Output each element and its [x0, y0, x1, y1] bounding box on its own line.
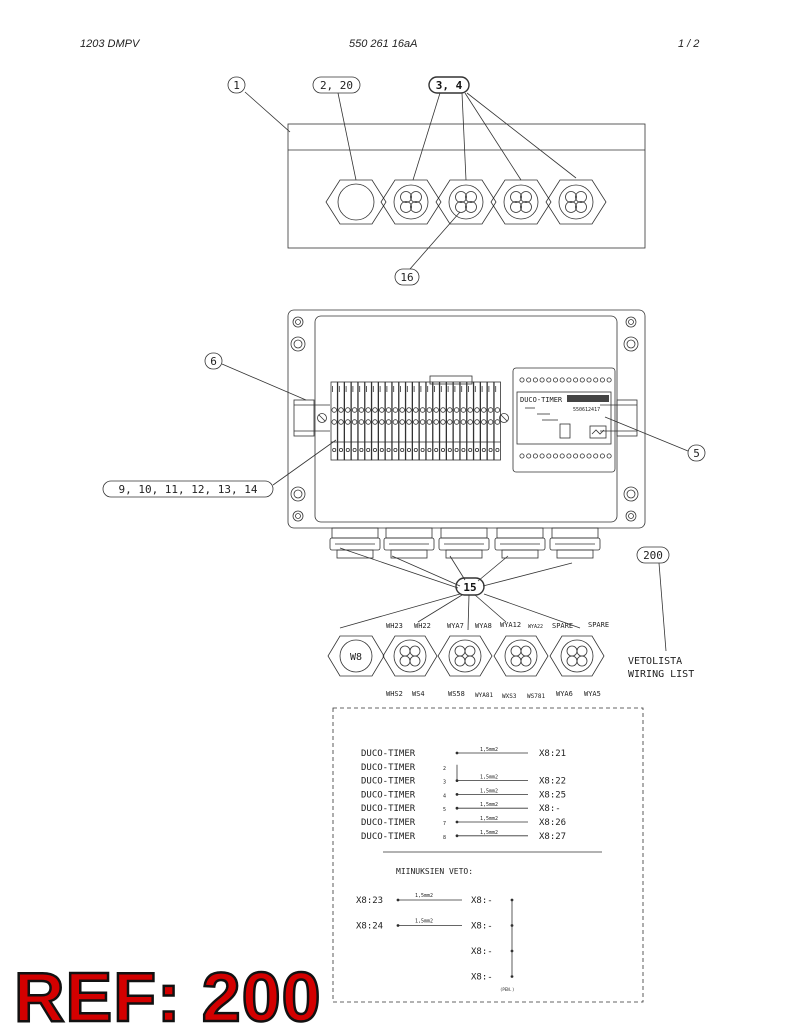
svg-text:3, 4: 3, 4: [435, 79, 463, 92]
jumper-destination: X8:-: [471, 972, 493, 983]
wire-size: 1,5mm2: [480, 747, 499, 753]
terminal: [365, 382, 371, 460]
terminal: [447, 382, 453, 460]
enclosure-top-view: [288, 124, 645, 248]
timer-pin: [527, 454, 531, 458]
terminal: [487, 382, 493, 460]
wire-size: 1,5mm2: [480, 788, 499, 795]
timer-pin: [574, 378, 578, 382]
terminal: [406, 382, 412, 460]
timer-pin: [587, 454, 591, 458]
din-rail: [294, 400, 637, 436]
wire-pin: 4: [443, 793, 447, 800]
mounting-holes: [291, 317, 638, 521]
timer-pin: [533, 454, 537, 458]
callout-15: [340, 548, 580, 630]
wire-pin: 5: [443, 807, 447, 814]
wire-destination: X8:25: [539, 790, 567, 801]
timer-pin: [594, 378, 598, 382]
svg-text:15: 15: [463, 581, 477, 594]
timer-pin: [580, 454, 584, 458]
cable-gland: [550, 636, 604, 676]
timer-pin: [553, 378, 557, 382]
gland-label: WYA7: [447, 622, 464, 630]
callout-5: [605, 417, 705, 461]
svg-text:2, 20: 2, 20: [319, 79, 354, 92]
callout-2-20: [313, 77, 360, 180]
wire-source: DUCO-TIMER: [361, 762, 416, 773]
gland-label: WYA5: [584, 690, 601, 698]
timer-pin: [567, 378, 571, 382]
model-name: 1203 DMPV: [80, 38, 140, 50]
terminal: [419, 382, 425, 460]
jumper-destination: X8:-: [471, 947, 493, 957]
document-number: 550 261 16aA: [349, 38, 418, 50]
wiring-list-box: [333, 708, 643, 1002]
wire-source: DUCO-TIMER: [361, 790, 416, 801]
wire-pin: 8: [443, 834, 447, 841]
terminal: [372, 382, 378, 460]
terminal: [379, 382, 385, 460]
wire-size: 1,5mm2: [480, 802, 499, 809]
cable-gland-top-2: [436, 180, 496, 224]
terminal-block-x8: [331, 382, 501, 460]
timer-pin: [607, 454, 611, 458]
front-gland: [439, 528, 489, 558]
timer-pin: [527, 378, 531, 382]
wiring-row: [361, 802, 561, 814]
front-gland: [550, 528, 600, 558]
pen-note: (PEN.): [500, 987, 515, 992]
jumper-source: X8:23: [356, 896, 384, 906]
svg-text:WIRING LIST: WIRING LIST: [628, 669, 695, 680]
terminal: [433, 382, 439, 460]
timer-pin: [607, 378, 611, 382]
gland-label: WHS2: [386, 690, 403, 698]
timer-pin: [594, 454, 598, 458]
gland-label-bottom-row: [386, 690, 601, 700]
wiring-row: [361, 830, 566, 842]
wire-source: DUCO-TIMER: [361, 818, 416, 828]
terminal: [453, 382, 459, 460]
svg-text:6: 6: [210, 355, 217, 368]
timer-pin: [553, 454, 557, 458]
gland-label: WH23: [386, 622, 403, 630]
gland-label: WYA22: [528, 624, 544, 630]
terminal: [399, 382, 405, 460]
timer-pin: [533, 378, 537, 382]
wire-pin: 2: [443, 765, 447, 772]
wire-source: DUCO-TIMER: [361, 804, 416, 815]
blank-gland: [326, 180, 386, 224]
wire-source: DUCO-TIMER: [361, 749, 416, 759]
timer-pin: [540, 378, 544, 382]
timer-pin: [520, 454, 524, 458]
terminal: [426, 382, 432, 460]
terminal: [494, 382, 500, 460]
terminal: [392, 382, 398, 460]
cable-gland-top-1: [381, 180, 441, 224]
wire-pin: 3: [443, 779, 447, 786]
reference-stamp: REF: 200: [14, 958, 322, 1036]
jumper-section-title: MIINUKSIEN VETO:: [396, 867, 474, 876]
wire-size: 1,5mm2: [480, 829, 499, 836]
timer-pin: [574, 454, 578, 458]
wiring-row: [361, 788, 566, 800]
wire-destination: X8:21: [539, 749, 567, 759]
gland-label: SPARE: [552, 622, 574, 630]
wire-pin: 7: [443, 821, 447, 827]
wire-source: DUCO-TIMER: [361, 776, 416, 787]
terminal: [474, 382, 480, 460]
timer-brand-logo: [567, 395, 609, 402]
jumper-row: [356, 893, 513, 906]
wiring-row: [361, 816, 566, 828]
front-view-glands: [330, 528, 600, 558]
gland-label: WXS3: [502, 693, 517, 700]
gland-label-row: [328, 621, 609, 700]
gland-label: WH22: [414, 622, 431, 630]
wiring-list-title: [628, 656, 694, 680]
timer-pin: [600, 454, 604, 458]
front-gland: [384, 528, 434, 558]
terminal: [440, 382, 446, 460]
gland-label: WS781: [527, 693, 546, 700]
timer-pin: [547, 378, 551, 382]
timer-pin: [560, 378, 564, 382]
timer-pins-top: [520, 378, 611, 382]
terminal: [481, 382, 487, 460]
timer-pin: [547, 454, 551, 458]
svg-text:16: 16: [400, 271, 414, 284]
jumper-rows: [356, 893, 513, 983]
timer-pin: [560, 454, 564, 458]
timer-pin: [540, 454, 544, 458]
jumper-row: [471, 973, 513, 983]
terminal: [345, 382, 351, 460]
svg-text:5: 5: [693, 447, 700, 460]
jumper-destination: X8:-: [471, 896, 493, 906]
wiring-row: [361, 747, 566, 759]
callout-200: [637, 547, 669, 651]
svg-text:9, 10, 11, 12, 13, 14: 9, 10, 11, 12, 13, 14: [118, 483, 258, 496]
gland-label: WYA81: [475, 692, 494, 699]
wire-destination: X8:-: [539, 804, 561, 815]
callout-1: [228, 77, 290, 132]
cable-gland: [438, 636, 492, 676]
gland-label: WYA12: [500, 621, 522, 629]
wire-destination: X8:26: [539, 818, 567, 828]
timer-pin: [520, 378, 524, 382]
terminal: [385, 382, 391, 460]
gland-label: WS58: [448, 690, 465, 698]
gland-label: WYA8: [475, 622, 492, 630]
gland-label: SPARE: [588, 621, 610, 629]
cable-gland: [383, 636, 437, 676]
terminal: [467, 382, 473, 460]
svg-text:1: 1: [233, 79, 240, 92]
page-number: 1 / 2: [678, 38, 700, 50]
terminal: [331, 382, 337, 460]
wiring-rows: [361, 747, 566, 842]
wire-destination: X8:22: [539, 776, 567, 787]
enclosure-front-view: [288, 310, 645, 528]
timer-pin: [567, 454, 571, 458]
terminal: [338, 382, 344, 460]
terminal: [460, 382, 466, 460]
timer-pin: [580, 378, 584, 382]
svg-text:W8: W8: [349, 652, 363, 663]
callout-9-14: [103, 440, 336, 497]
timer-pin: [600, 378, 604, 382]
jumper-row: [471, 947, 513, 957]
timer-part-number: 550612417: [573, 407, 601, 413]
gland-label: WS4: [412, 690, 425, 698]
wire-size: 1,5mm2: [480, 774, 499, 781]
terminal: [351, 382, 357, 460]
wire-size: 1,5mm2: [480, 816, 499, 822]
wire-source: DUCO-TIMER: [361, 831, 416, 842]
jumper-wire-size: 1,5mm2: [415, 893, 434, 899]
cable-gland-top-3: [491, 180, 551, 224]
jumper-destination: X8:-: [471, 921, 493, 932]
gland-label: WYA6: [556, 690, 573, 698]
duco-timer: [513, 368, 615, 472]
terminal: [358, 382, 364, 460]
wire-destination: X8:27: [539, 831, 567, 842]
jumper-row: [356, 919, 513, 932]
svg-text:VETOLISTA: VETOLISTA: [628, 656, 683, 667]
callout-3-4: [413, 77, 576, 180]
timer-title: DUCO-TIMER: [520, 396, 563, 404]
cable-gland: [494, 636, 548, 676]
gland-w8: [328, 636, 384, 676]
svg-text:200: 200: [643, 549, 663, 562]
wiring-row: [361, 775, 566, 787]
callout-6: [205, 353, 306, 400]
timer-pins-bottom: [520, 454, 611, 458]
timer-pin: [587, 378, 591, 382]
cable-gland-top-4: [546, 180, 606, 224]
gland-label-top-row: [386, 621, 609, 630]
jumper-wire-size: 1,5mm2: [415, 918, 434, 925]
jumper-source: X8:24: [356, 921, 384, 932]
terminal: [413, 382, 419, 460]
front-gland: [495, 528, 545, 558]
